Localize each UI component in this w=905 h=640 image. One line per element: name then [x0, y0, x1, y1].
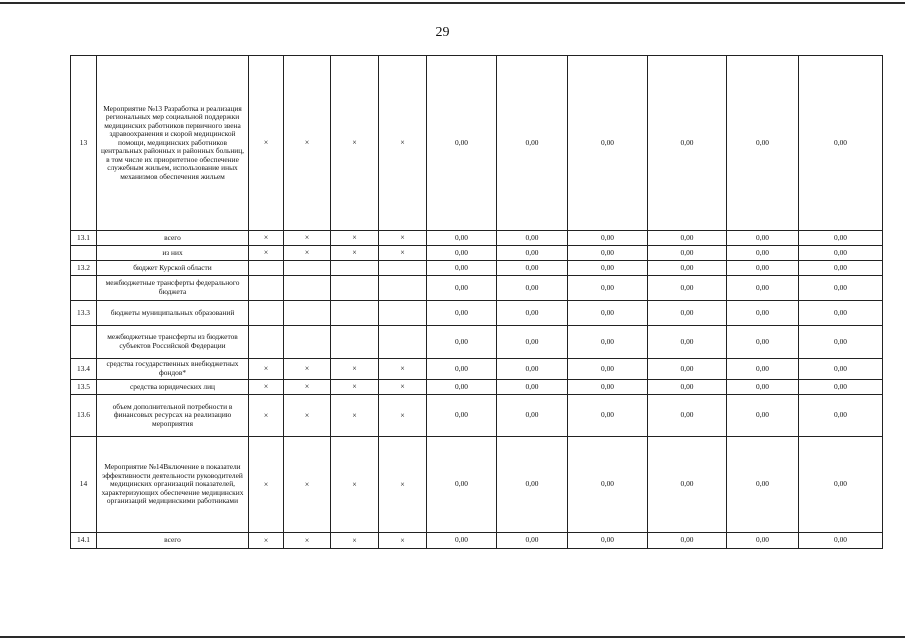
value-cell: 0,00	[799, 56, 883, 231]
value-cell: 0,00	[799, 359, 883, 380]
value-cell: 0,00	[799, 276, 883, 301]
mark-cell: ×	[249, 437, 284, 533]
row-number-cell: 13.6	[71, 395, 97, 437]
value-cell: 0,00	[727, 261, 799, 276]
value-cell: 0,00	[799, 380, 883, 395]
value-cell: 0,00	[799, 231, 883, 246]
value-cell: 0,00	[727, 359, 799, 380]
row-number-cell: 13.2	[71, 261, 97, 276]
value-cell: 0,00	[648, 56, 727, 231]
mark-cell: ×	[379, 246, 427, 261]
mark-cell	[249, 261, 284, 276]
value-cell: 0,00	[497, 326, 568, 359]
mark-cell: ×	[379, 533, 427, 549]
mark-cell	[331, 276, 379, 301]
value-cell: 0,00	[497, 395, 568, 437]
value-cell: 0,00	[427, 56, 497, 231]
table-row	[71, 276, 883, 301]
mark-cell: ×	[331, 246, 379, 261]
value-cell: 0,00	[799, 437, 883, 533]
mark-cell	[379, 261, 427, 276]
mark-cell: ×	[249, 380, 284, 395]
mark-cell	[249, 301, 284, 326]
value-cell: 0,00	[568, 301, 648, 326]
row-description-cell: всего	[97, 231, 249, 246]
row-description-cell: Мероприятие №14Включение в показатели эффективности деятельности руководителей медицинских организаций показателей, характеризующих обеспечение медицинских организаций медицинскими работниками	[97, 437, 249, 533]
value-cell: 0,00	[568, 56, 648, 231]
mark-cell: ×	[249, 533, 284, 549]
value-cell: 0,00	[568, 276, 648, 301]
value-cell: 0,00	[727, 301, 799, 326]
value-cell: 0,00	[648, 437, 727, 533]
mark-cell: ×	[331, 533, 379, 549]
value-cell: 0,00	[727, 380, 799, 395]
value-cell: 0,00	[799, 395, 883, 437]
mark-cell: ×	[379, 395, 427, 437]
value-cell: 0,00	[568, 437, 648, 533]
mark-cell: ×	[379, 231, 427, 246]
value-cell: 0,00	[427, 437, 497, 533]
value-cell: 0,00	[727, 246, 799, 261]
value-cell: 0,00	[497, 56, 568, 231]
mark-cell: ×	[331, 380, 379, 395]
value-cell: 0,00	[648, 276, 727, 301]
mark-cell	[249, 326, 284, 359]
mark-cell	[284, 326, 331, 359]
mark-cell: ×	[284, 533, 331, 549]
value-cell: 0,00	[427, 246, 497, 261]
value-cell: 0,00	[497, 261, 568, 276]
value-cell: 0,00	[497, 533, 568, 549]
value-cell: 0,00	[727, 231, 799, 246]
mark-cell	[284, 276, 331, 301]
row-description-cell: Мероприятие №13 Разработка и реализация региональных мер социальной поддержки медицинских работников первичного звена здравоохранения и скорой медицинской помощи, медицинских работников центральных районных и районных больниц, в том числе их приоритетное обеспечение служебным жильем, использование иных механизмов обеспечения жильем	[97, 56, 249, 231]
row-description-cell: из них	[97, 246, 249, 261]
value-cell: 0,00	[497, 359, 568, 380]
mark-cell: ×	[284, 359, 331, 380]
row-description-cell: бюджеты муниципальных образований	[97, 301, 249, 326]
value-cell: 0,00	[427, 276, 497, 301]
value-cell: 0,00	[727, 533, 799, 549]
value-cell: 0,00	[568, 380, 648, 395]
value-cell: 0,00	[427, 359, 497, 380]
mark-cell	[331, 261, 379, 276]
mark-cell: ×	[331, 359, 379, 380]
row-description-cell: бюджет Курской области	[97, 261, 249, 276]
mark-cell	[379, 301, 427, 326]
mark-cell: ×	[284, 380, 331, 395]
mark-cell	[379, 276, 427, 301]
mark-cell: ×	[284, 395, 331, 437]
mark-cell	[331, 326, 379, 359]
mark-cell: ×	[331, 437, 379, 533]
value-cell: 0,00	[648, 380, 727, 395]
value-cell: 0,00	[568, 246, 648, 261]
row-number-cell	[71, 276, 97, 301]
mark-cell	[284, 261, 331, 276]
value-cell: 0,00	[497, 437, 568, 533]
value-cell: 0,00	[427, 395, 497, 437]
value-cell: 0,00	[568, 231, 648, 246]
mark-cell	[379, 326, 427, 359]
value-cell: 0,00	[568, 359, 648, 380]
mark-cell: ×	[284, 56, 331, 231]
row-description-cell: всего	[97, 533, 249, 549]
row-number-cell: 14	[71, 437, 97, 533]
table-body	[71, 56, 883, 549]
value-cell: 0,00	[497, 231, 568, 246]
row-number-cell	[71, 246, 97, 261]
value-cell: 0,00	[799, 326, 883, 359]
value-cell: 0,00	[799, 533, 883, 549]
mark-cell: ×	[379, 359, 427, 380]
value-cell: 0,00	[497, 380, 568, 395]
budget-table	[70, 55, 883, 549]
row-description-cell: межбюджетные трансферты из бюджетов субъектов Российской Федерации	[97, 326, 249, 359]
table-row	[71, 246, 883, 261]
mark-cell: ×	[331, 56, 379, 231]
value-cell: 0,00	[568, 395, 648, 437]
mark-cell: ×	[249, 246, 284, 261]
row-description-cell: средства государственных внебюджетных фондов*	[97, 359, 249, 380]
value-cell: 0,00	[427, 261, 497, 276]
row-number-cell: 14.1	[71, 533, 97, 549]
mark-cell	[284, 301, 331, 326]
value-cell: 0,00	[497, 246, 568, 261]
row-description-cell: объем дополнительной потребности в финансовых ресурсах на реализацию мероприятия	[97, 395, 249, 437]
table-row	[71, 437, 883, 533]
value-cell: 0,00	[799, 246, 883, 261]
value-cell: 0,00	[727, 395, 799, 437]
mark-cell: ×	[331, 395, 379, 437]
table-row	[71, 56, 883, 231]
table-row	[71, 301, 883, 326]
row-number-cell: 13.5	[71, 380, 97, 395]
value-cell: 0,00	[648, 533, 727, 549]
mark-cell: ×	[284, 246, 331, 261]
row-number-cell: 13.1	[71, 231, 97, 246]
table-row	[71, 231, 883, 246]
value-cell: 0,00	[497, 301, 568, 326]
table-row	[71, 533, 883, 549]
value-cell: 0,00	[727, 56, 799, 231]
top-border-line	[0, 2, 905, 4]
value-cell: 0,00	[648, 395, 727, 437]
value-cell: 0,00	[648, 231, 727, 246]
value-cell: 0,00	[799, 261, 883, 276]
value-cell: 0,00	[648, 359, 727, 380]
mark-cell: ×	[379, 437, 427, 533]
value-cell: 0,00	[568, 261, 648, 276]
table-row	[71, 380, 883, 395]
row-description-cell: средства юридических лиц	[97, 380, 249, 395]
mark-cell: ×	[284, 231, 331, 246]
mark-cell: ×	[249, 395, 284, 437]
value-cell: 0,00	[427, 533, 497, 549]
value-cell: 0,00	[427, 301, 497, 326]
mark-cell: ×	[249, 359, 284, 380]
mark-cell: ×	[284, 437, 331, 533]
value-cell: 0,00	[427, 231, 497, 246]
mark-cell: ×	[331, 231, 379, 246]
table-row	[71, 326, 883, 359]
row-number-cell: 13	[71, 56, 97, 231]
value-cell: 0,00	[648, 261, 727, 276]
row-number-cell: 13.3	[71, 301, 97, 326]
table-row	[71, 261, 883, 276]
value-cell: 0,00	[727, 437, 799, 533]
value-cell: 0,00	[648, 246, 727, 261]
value-cell: 0,00	[648, 326, 727, 359]
table-row	[71, 359, 883, 380]
value-cell: 0,00	[427, 326, 497, 359]
bottom-border-line	[0, 636, 905, 638]
mark-cell	[249, 276, 284, 301]
value-cell: 0,00	[799, 301, 883, 326]
value-cell: 0,00	[497, 276, 568, 301]
value-cell: 0,00	[427, 380, 497, 395]
mark-cell: ×	[249, 231, 284, 246]
value-cell: 0,00	[568, 533, 648, 549]
mark-cell	[331, 301, 379, 326]
row-description-cell: межбюджетные трансферты федерального бюджета	[97, 276, 249, 301]
value-cell: 0,00	[648, 301, 727, 326]
mark-cell: ×	[379, 380, 427, 395]
row-number-cell: 13.4	[71, 359, 97, 380]
value-cell: 0,00	[727, 326, 799, 359]
mark-cell: ×	[379, 56, 427, 231]
value-cell: 0,00	[727, 276, 799, 301]
row-number-cell	[71, 326, 97, 359]
mark-cell: ×	[249, 56, 284, 231]
page-number: 29	[435, 25, 450, 40]
table-row	[71, 395, 883, 437]
value-cell: 0,00	[568, 326, 648, 359]
